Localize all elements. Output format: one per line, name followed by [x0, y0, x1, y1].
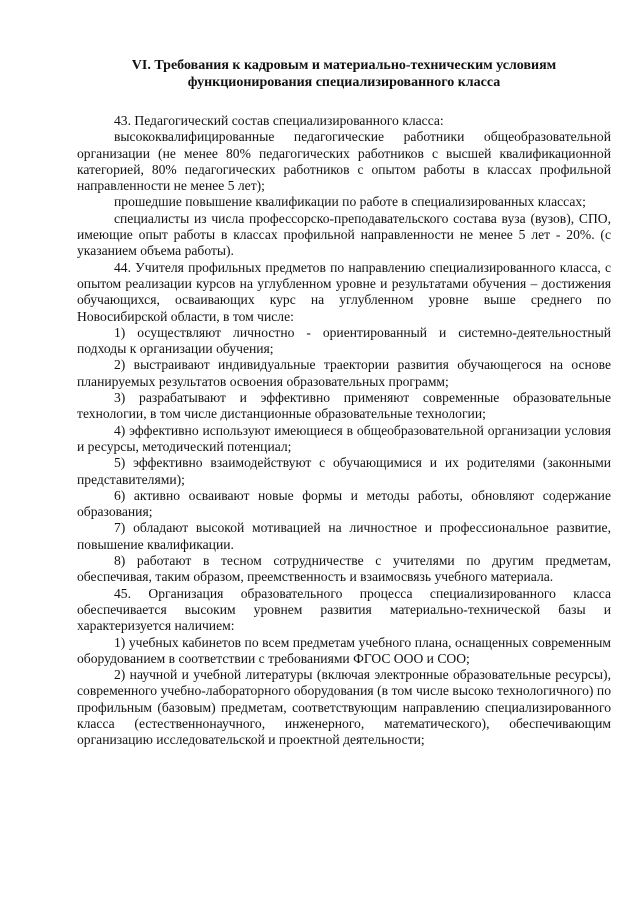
paragraph-43-intro: 43. Педагогический состав специализированного класса: [114, 113, 444, 128]
paragraph-44-item-5: 5) эффективно взаимодействуют с обучающимися и их родителями (законными представителями); [77, 455, 611, 487]
paragraph-43-item-2: прошедшие повышение квалификации по работе в специализированных классах; [114, 194, 586, 210]
paragraph-44-item-2: 2) выстраивают индивидуальные траектории развития обучающегося на основе планируемых результатов освоения образовательных программ; [77, 357, 611, 389]
paragraph-45-item-1: 1) учебных кабинетов по всем предметам учебного плана, оснащенных современным оборудованием в соответствии с требованиями ФГОС ООО и СОО; [77, 634, 611, 666]
paragraph-44-item-8: 8) работают в тесном сотрудничестве с учителями по другим предметам, обеспечивая, таким образом, преемственность и взаимосвязь учебного материала. [77, 553, 611, 585]
document-page [77, 58, 611, 749]
paragraph-44-item-3: 3) разрабатывают и эффективно применяют современные образовательные технологии, в том числе дистанционные образовательные технологии; [77, 390, 611, 422]
paragraph-43-item-3: специалисты из числа профессорско-преподавательского состава вуза (вузов), СПО, имеющие опыт работы в классах профильной направленности не менее 5 лет - 20%. (с указанием объема работы). [77, 210, 611, 259]
paragraph-43-item-1: высококвалифицированные педагогические работники общеобразовательной организации (не менее 80% педагогических работников с высшей квалификационной категорией, 80% педагогических работников с опытом работы в классах профильной направленности не менее 5 лет); [77, 129, 611, 194]
paragraph-45-item-2: 2) научной и учебной литературы (включая электронные образовательные ресурсы), современного учебно-лабораторного оборудования (в том числе высоко технологичного) по профильным (базовым) предметам, соответствующим направлению специализированного класса (естественнонаучного, инженерного, математического), обеспечивающим организацию исследовательской и проектной деятельности; [77, 667, 611, 748]
paragraph-44-item-4: 4) эффективно используют имеющиеся в общеобразовательной организации условия и ресурсы, методический потенциал; [77, 422, 611, 454]
paragraph-44-item-1: 1) осуществляют личностно - ориентированный и системно-деятельностный подходы к организации обучения; [77, 324, 611, 357]
section-title: VI. Требования к кадровым и материально-техническим условиям функционирования специализированного класса [131, 58, 557, 90]
paragraph-44-intro: 44. Учителя профильных предметов по направлению специализированного класса, с опытом реализации курсов на углубленном уровне и результатами обучения – достижения обучающихся, осваивающих курс на углубленном уровне выше среднего по Новосибирской области, в том числе: [77, 259, 611, 324]
paragraph-44-item-7: 7) обладают высокой мотивацией на личностное и профессиональное развитие, повышение квалификации. [77, 520, 611, 552]
paragraph-45-intro: 45. Организация образовательного процесса специализированного класса обеспечивается высоким уровнем развития материально-технической базы и характеризуется наличием: [77, 585, 611, 634]
paragraph-44-item-6: 6) активно осваивают новые формы и методы работы, обновляют содержание образования; [77, 487, 611, 520]
